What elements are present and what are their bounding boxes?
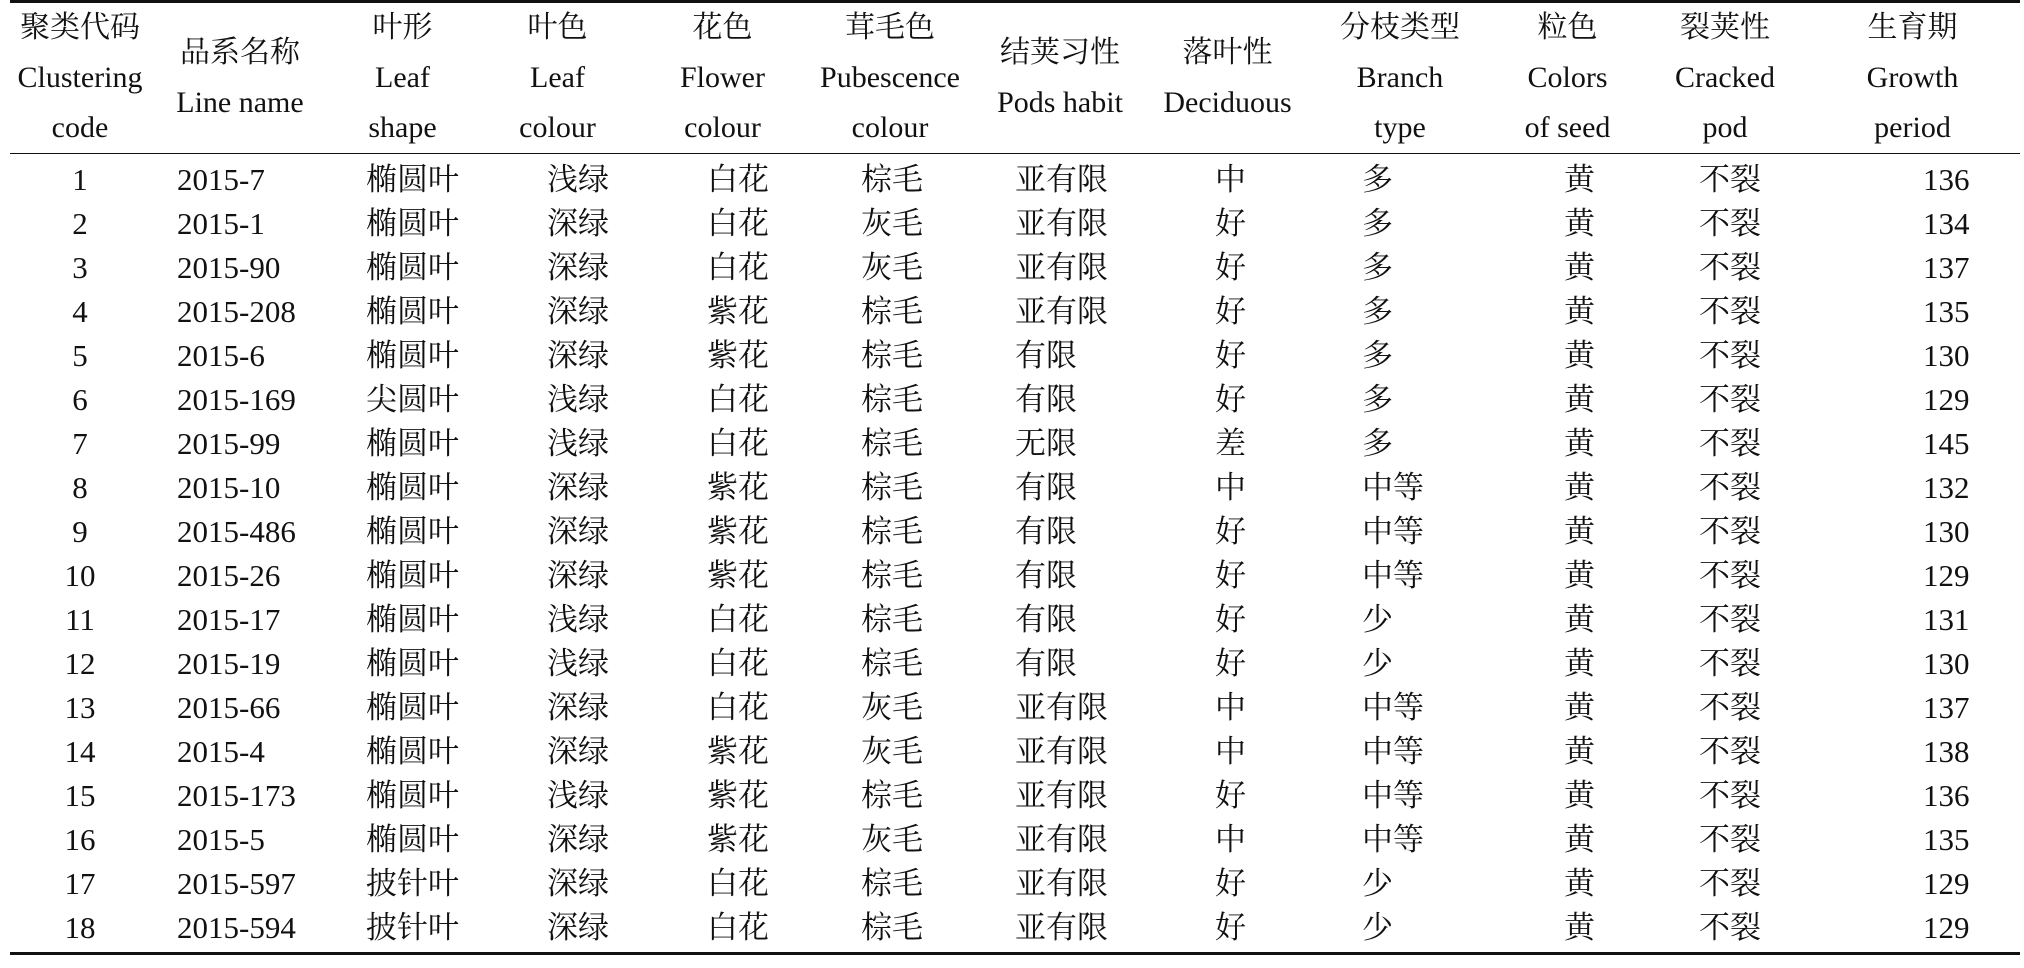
cell-leaf-colour: 浅绿 — [547, 646, 609, 682]
cell-clustering-code: 5 — [72, 338, 88, 373]
cell-flower-colour: 紫花 — [707, 778, 769, 814]
table-row — [10, 906, 2020, 954]
cell-line-name: 2015-486 — [177, 514, 296, 549]
header-pubescence-colour-en1: Pubescence — [820, 61, 960, 94]
cell-leaf-shape: 椭圆叶 — [366, 558, 459, 594]
cell-growth-period: 135 — [1923, 822, 1970, 857]
cell-deciduous: 好 — [1215, 778, 1246, 814]
cell-growth-period: 129 — [1923, 866, 1970, 901]
cell-clustering-code: 10 — [64, 558, 96, 593]
cell-leaf-colour: 深绿 — [547, 206, 609, 242]
cell-flower-colour: 紫花 — [707, 822, 769, 858]
header-branch-type-en2: type — [1374, 111, 1426, 144]
cell-leaf-shape: 披针叶 — [366, 866, 459, 902]
cell-deciduous: 好 — [1215, 382, 1246, 418]
header-leaf-shape-en2: shape — [368, 111, 437, 144]
cell-seed-colour: 黄 — [1564, 822, 1595, 858]
cell-pods-habit: 有限 — [1015, 338, 1077, 374]
header-deciduous-zh: 落叶性 — [1182, 35, 1273, 70]
header-growth-period — [1805, 2, 2020, 154]
cell-pods-habit: 亚有限 — [1015, 734, 1108, 770]
cell-leaf-colour: 浅绿 — [547, 426, 609, 462]
cell-pubescence-colour: 棕毛 — [805, 906, 975, 954]
cell-seed-colour: 黄 — [1564, 514, 1595, 550]
cell-pubescence-colour: 棕毛 — [861, 866, 923, 902]
cell-branch-type: 多 — [1362, 338, 1393, 374]
cell-clustering-code: 9 — [72, 514, 88, 549]
cell-line-name: 2015-6 — [177, 338, 265, 373]
cell-growth-period: 137 — [1923, 690, 1970, 725]
cell-growth-period: 132 — [1923, 470, 1970, 505]
cell-branch-type: 多 — [1362, 294, 1393, 330]
table-body — [10, 154, 2020, 954]
cell-pubescence-colour: 棕毛 — [861, 338, 923, 374]
cell-leaf-shape: 椭圆叶 — [366, 250, 459, 286]
cell-deciduous: 中 — [1215, 690, 1246, 726]
cell-leaf-shape: 披针叶 — [330, 906, 475, 954]
cell-seed-colour: 黄 — [1564, 206, 1595, 242]
cell-pods-habit: 有限 — [1015, 646, 1077, 682]
cell-leaf-colour: 浅绿 — [547, 382, 609, 418]
cell-seed-colour: 黄 — [1490, 906, 1645, 954]
table-row — [10, 554, 2020, 598]
cell-leaf-shape: 椭圆叶 — [366, 426, 459, 462]
cell-seed-colour: 黄 — [1564, 866, 1595, 902]
cell-deciduous: 中 — [1215, 470, 1246, 506]
cell-leaf-shape: 椭圆叶 — [366, 470, 459, 506]
cell-leaf-shape: 椭圆叶 — [366, 602, 459, 638]
cell-cracked-pod: 不裂 — [1699, 250, 1761, 286]
header-leaf-shape — [330, 2, 475, 154]
cell-deciduous: 好 — [1215, 558, 1246, 594]
cell-line-name: 2015-26 — [177, 558, 281, 593]
cell-pods-habit: 亚有限 — [1015, 690, 1108, 726]
header-seed-colour-en1: Colors — [1527, 61, 1608, 94]
cell-leaf-colour: 深绿 — [547, 294, 609, 330]
cell-branch-type: 中等 — [1362, 822, 1424, 858]
cell-growth-period: 129 — [1805, 906, 2020, 954]
cell-branch-type: 中等 — [1362, 558, 1424, 594]
cell-seed-colour: 黄 — [1564, 294, 1595, 330]
table-row — [10, 510, 2020, 554]
cell-line-name: 2015-17 — [177, 602, 281, 637]
header-line-name — [150, 2, 330, 154]
cell-seed-colour: 黄 — [1564, 162, 1595, 198]
cell-seed-colour: 黄 — [1564, 338, 1595, 374]
header-growth-period-en1: Growth — [1866, 61, 1959, 94]
cell-branch-type: 多 — [1362, 382, 1393, 418]
cell-flower-colour: 紫花 — [707, 338, 769, 374]
cell-pods-habit: 亚有限 — [1015, 294, 1108, 330]
cell-deciduous: 好 — [1215, 206, 1246, 242]
cell-flower-colour: 紫花 — [707, 558, 769, 594]
cell-clustering-code: 14 — [64, 734, 96, 769]
cell-flower-colour: 紫花 — [707, 470, 769, 506]
cell-cracked-pod: 不裂 — [1699, 382, 1761, 418]
cell-branch-type: 少 — [1310, 906, 1490, 954]
cell-pubescence-colour: 棕毛 — [861, 646, 923, 682]
cell-flower-colour: 白花 — [707, 866, 769, 902]
cell-line-name: 2015-597 — [177, 866, 296, 901]
cell-deciduous: 好 — [1215, 294, 1246, 330]
cell-deciduous: 好 — [1215, 866, 1246, 902]
table-row — [10, 422, 2020, 466]
cell-clustering-code: 15 — [64, 778, 96, 813]
table-row — [10, 642, 2020, 686]
cell-leaf-colour: 深绿 — [547, 514, 609, 550]
cell-cracked-pod: 不裂 — [1699, 646, 1761, 682]
cell-line-name: 2015-173 — [177, 778, 296, 813]
cell-branch-type: 中等 — [1362, 734, 1424, 770]
header-leaf-colour-zh: 叶色 — [527, 10, 588, 45]
header-pods-habit — [975, 2, 1145, 154]
cell-pods-habit: 亚有限 — [1015, 778, 1108, 814]
table-row — [10, 334, 2020, 378]
cell-flower-colour: 白花 — [707, 646, 769, 682]
cell-leaf-shape: 椭圆叶 — [366, 206, 459, 242]
header-pods-habit-en1: Pods habit — [997, 86, 1123, 119]
cell-leaf-colour: 深绿 — [547, 338, 609, 374]
cell-cracked-pod: 不裂 — [1699, 338, 1761, 374]
cell-growth-period: 137 — [1923, 250, 1970, 285]
cell-leaf-shape: 尖圆叶 — [366, 382, 459, 418]
cell-pods-habit: 有限 — [1015, 470, 1077, 506]
cell-clustering-code: 4 — [72, 294, 88, 329]
header-branch-type-zh: 分枝类型 — [1340, 10, 1460, 45]
header-leaf-colour-en1: Leaf — [530, 61, 585, 94]
cell-seed-colour: 黄 — [1564, 426, 1595, 462]
header-branch-type-en1: Branch — [1356, 61, 1444, 94]
cell-seed-colour: 黄 — [1564, 690, 1595, 726]
cell-clustering-code: 1 — [72, 162, 88, 197]
cell-growth-period: 134 — [1923, 206, 1970, 241]
cell-leaf-shape: 椭圆叶 — [366, 646, 459, 682]
header-flower-colour — [640, 2, 805, 154]
table-row — [10, 686, 2020, 730]
cell-pubescence-colour: 棕毛 — [861, 382, 923, 418]
cell-branch-type: 多 — [1362, 206, 1393, 242]
table-header — [10, 2, 2020, 154]
cell-cracked-pod: 不裂 — [1699, 162, 1761, 198]
table-row — [10, 818, 2020, 862]
cell-clustering-code: 2 — [72, 206, 88, 241]
table-row — [10, 290, 2020, 334]
cell-line-name: 2015-4 — [177, 734, 265, 769]
header-cracked-pod — [1645, 2, 1805, 154]
cell-cracked-pod: 不裂 — [1699, 470, 1761, 506]
header-leaf-colour-en2: colour — [519, 111, 596, 144]
cell-seed-colour: 黄 — [1564, 646, 1595, 682]
cell-cracked-pod: 不裂 — [1645, 906, 1805, 954]
cell-clustering-code: 18 — [10, 906, 150, 954]
cell-leaf-shape: 椭圆叶 — [366, 690, 459, 726]
trait-table — [10, 0, 2020, 955]
cell-line-name: 2015-169 — [177, 382, 296, 417]
cell-line-name: 2015-208 — [177, 294, 296, 329]
cell-leaf-colour: 深绿 — [475, 906, 640, 954]
cell-pods-habit: 亚有限 — [1015, 250, 1108, 286]
header-clustering-code-en2: code — [51, 111, 109, 144]
cell-deciduous: 中 — [1215, 822, 1246, 858]
cell-pods-habit: 亚有限 — [1015, 162, 1108, 198]
cell-line-name: 2015-1 — [177, 206, 265, 241]
cell-cracked-pod: 不裂 — [1699, 734, 1761, 770]
cell-pubescence-colour: 棕毛 — [861, 602, 923, 638]
cell-cracked-pod: 不裂 — [1699, 294, 1761, 330]
header-line-name-zh: 品系名称 — [180, 35, 300, 70]
cell-deciduous: 差 — [1215, 426, 1246, 462]
cell-pods-habit: 亚有限 — [1015, 822, 1108, 858]
cell-branch-type: 少 — [1362, 602, 1393, 638]
cell-clustering-code: 17 — [64, 866, 96, 901]
cell-branch-type: 中等 — [1362, 690, 1424, 726]
cell-growth-period: 136 — [1923, 778, 1970, 813]
cell-cracked-pod: 不裂 — [1699, 822, 1761, 858]
cell-pubescence-colour: 灰毛 — [861, 734, 923, 770]
cell-cracked-pod: 不裂 — [1699, 778, 1761, 814]
cell-deciduous: 好 — [1215, 514, 1246, 550]
table-row — [10, 378, 2020, 422]
cell-pods-habit: 无限 — [1015, 426, 1077, 462]
cell-branch-type: 中等 — [1362, 470, 1424, 506]
cell-line-name: 2015-90 — [177, 250, 281, 285]
cell-pubescence-colour: 棕毛 — [861, 470, 923, 506]
cell-deciduous: 好 — [1145, 906, 1310, 954]
cell-branch-type: 多 — [1362, 250, 1393, 286]
cell-seed-colour: 黄 — [1564, 602, 1595, 638]
cell-leaf-colour: 浅绿 — [547, 778, 609, 814]
header-clustering-code-en1: Clustering — [17, 61, 143, 94]
header-cracked-pod-en1: Cracked — [1675, 61, 1775, 94]
header-flower-colour-en1: Flower — [680, 61, 765, 94]
table-row — [10, 774, 2020, 818]
cell-cracked-pod: 不裂 — [1699, 206, 1761, 242]
cell-deciduous: 好 — [1215, 250, 1246, 286]
cell-growth-period: 129 — [1923, 558, 1970, 593]
cell-pubescence-colour: 棕毛 — [861, 294, 923, 330]
cell-pods-habit: 亚有限 — [1015, 206, 1108, 242]
cell-leaf-shape: 椭圆叶 — [366, 734, 459, 770]
cell-line-name: 2015-19 — [177, 646, 281, 681]
cell-pubescence-colour: 棕毛 — [861, 162, 923, 198]
cell-leaf-colour: 深绿 — [547, 250, 609, 286]
cell-pubescence-colour: 灰毛 — [861, 690, 923, 726]
cell-seed-colour: 黄 — [1564, 382, 1595, 418]
header-deciduous-en1: Deciduous — [1163, 86, 1292, 119]
cell-pubescence-colour: 棕毛 — [861, 558, 923, 594]
cell-pubescence-colour: 灰毛 — [861, 206, 923, 242]
cell-flower-colour: 白花 — [707, 250, 769, 286]
header-line-name-en1: Line name — [176, 86, 304, 119]
header-leaf-colour — [475, 2, 640, 154]
cell-flower-colour: 白花 — [707, 426, 769, 462]
cell-branch-type: 少 — [1362, 866, 1393, 902]
cell-growth-period: 138 — [1923, 734, 1970, 769]
cell-growth-period: 131 — [1923, 602, 1970, 637]
cell-clustering-code: 7 — [72, 426, 88, 461]
cell-branch-type: 多 — [1362, 426, 1393, 462]
cell-clustering-code: 12 — [64, 646, 96, 681]
header-growth-period-en2: period — [1874, 111, 1951, 144]
cell-leaf-shape: 椭圆叶 — [366, 162, 459, 198]
cell-deciduous: 好 — [1215, 338, 1246, 374]
header-leaf-shape-zh: 叶形 — [372, 10, 433, 45]
cell-cracked-pod: 不裂 — [1699, 426, 1761, 462]
cell-flower-colour: 白花 — [707, 690, 769, 726]
cell-flower-colour: 紫花 — [707, 734, 769, 770]
cell-line-name: 2015-594 — [150, 906, 330, 954]
cell-branch-type: 中等 — [1362, 514, 1424, 550]
cell-pods-habit: 有限 — [1015, 514, 1077, 550]
cell-flower-colour: 白花 — [707, 206, 769, 242]
header-branch-type — [1310, 2, 1490, 154]
table-row — [10, 730, 2020, 774]
cell-seed-colour: 黄 — [1564, 250, 1595, 286]
cell-seed-colour: 黄 — [1564, 778, 1595, 814]
cell-leaf-shape: 椭圆叶 — [366, 778, 459, 814]
header-pubescence-colour-en2: colour — [851, 111, 929, 144]
cell-pubescence-colour: 灰毛 — [861, 250, 923, 286]
cell-seed-colour: 黄 — [1564, 734, 1595, 770]
cell-pubescence-colour: 灰毛 — [861, 822, 923, 858]
header-row — [10, 2, 2020, 154]
header-pods-habit-zh: 结荚习性 — [1000, 35, 1120, 70]
cell-line-name: 2015-10 — [177, 470, 281, 505]
cell-clustering-code: 11 — [65, 602, 95, 637]
header-seed-colour — [1490, 2, 1645, 154]
cell-deciduous: 好 — [1215, 602, 1246, 638]
cell-growth-period: 145 — [1923, 426, 1970, 461]
cell-flower-colour: 白花 — [707, 382, 769, 418]
cell-cracked-pod: 不裂 — [1699, 866, 1761, 902]
cell-leaf-colour: 深绿 — [547, 690, 609, 726]
cell-growth-period: 129 — [1923, 382, 1970, 417]
cell-leaf-colour: 深绿 — [547, 822, 609, 858]
cell-line-name: 2015-7 — [177, 162, 265, 197]
cell-clustering-code: 3 — [72, 250, 88, 285]
cell-flower-colour: 紫花 — [707, 294, 769, 330]
header-cracked-pod-zh: 裂荚性 — [1680, 10, 1770, 45]
cell-line-name: 2015-66 — [177, 690, 281, 725]
cell-cracked-pod: 不裂 — [1699, 558, 1761, 594]
header-clustering-code — [10, 2, 150, 154]
header-pubescence-colour — [805, 2, 975, 154]
cell-cracked-pod: 不裂 — [1699, 690, 1761, 726]
header-cracked-pod-en2: pod — [1702, 111, 1748, 144]
cell-leaf-colour: 深绿 — [547, 470, 609, 506]
cell-leaf-colour: 深绿 — [547, 734, 609, 770]
cell-flower-colour: 白花 — [707, 602, 769, 638]
cell-growth-period: 136 — [1923, 162, 1970, 197]
cell-deciduous: 好 — [1215, 646, 1246, 682]
cell-clustering-code: 6 — [72, 382, 88, 417]
table-row — [10, 202, 2020, 246]
header-seed-colour-en2: of seed — [1524, 111, 1611, 144]
cell-branch-type: 少 — [1362, 646, 1393, 682]
cell-leaf-colour: 浅绿 — [547, 162, 609, 198]
cell-growth-period: 130 — [1923, 646, 1970, 681]
cell-deciduous: 中 — [1215, 162, 1246, 198]
cell-growth-period: 135 — [1923, 294, 1970, 329]
cell-pods-habit: 有限 — [1015, 382, 1077, 418]
cell-clustering-code: 8 — [72, 470, 88, 505]
header-flower-colour-zh: 花色 — [692, 10, 753, 45]
cell-growth-period: 130 — [1923, 338, 1970, 373]
cell-deciduous: 中 — [1215, 734, 1246, 770]
table-row — [10, 466, 2020, 510]
cell-flower-colour: 紫花 — [707, 514, 769, 550]
cell-cracked-pod: 不裂 — [1699, 602, 1761, 638]
cell-seed-colour: 黄 — [1564, 470, 1595, 506]
cell-branch-type: 多 — [1362, 162, 1393, 198]
cell-clustering-code: 16 — [64, 822, 96, 857]
cell-leaf-shape: 椭圆叶 — [366, 294, 459, 330]
table-row — [10, 246, 2020, 290]
cell-pubescence-colour: 棕毛 — [861, 426, 923, 462]
cell-leaf-colour: 浅绿 — [547, 602, 609, 638]
cell-clustering-code: 13 — [64, 690, 96, 725]
header-deciduous — [1145, 2, 1310, 154]
cell-cracked-pod: 不裂 — [1699, 514, 1761, 550]
cell-leaf-colour: 深绿 — [547, 558, 609, 594]
cell-pods-habit: 亚有限 — [975, 906, 1145, 954]
cell-pubescence-colour: 棕毛 — [861, 778, 923, 814]
header-clustering-code-zh: 聚类代码 — [20, 10, 140, 45]
cell-growth-period: 130 — [1923, 514, 1970, 549]
cell-line-name: 2015-5 — [177, 822, 265, 857]
header-growth-period-zh: 生育期 — [1867, 10, 1958, 45]
cell-pods-habit: 有限 — [1015, 602, 1077, 638]
cell-pods-habit: 有限 — [1015, 558, 1077, 594]
cell-leaf-shape: 椭圆叶 — [366, 338, 459, 374]
cell-pubescence-colour: 棕毛 — [861, 514, 923, 550]
header-flower-colour-en2: colour — [684, 111, 761, 144]
cell-seed-colour: 黄 — [1564, 558, 1595, 594]
cell-leaf-shape: 椭圆叶 — [366, 514, 459, 550]
cell-branch-type: 中等 — [1362, 778, 1424, 814]
table-row — [10, 862, 2020, 906]
cell-pods-habit: 亚有限 — [1015, 866, 1108, 902]
cell-line-name: 2015-99 — [177, 426, 281, 461]
header-leaf-shape-en1: Leaf — [375, 61, 430, 94]
header-pubescence-colour-zh: 茸毛色 — [845, 10, 935, 45]
table-row — [10, 154, 2020, 203]
table-row — [10, 598, 2020, 642]
trait-table-container — [10, 0, 2020, 955]
cell-flower-colour: 白花 — [640, 906, 805, 954]
cell-leaf-colour: 深绿 — [547, 866, 609, 902]
cell-leaf-shape: 椭圆叶 — [366, 822, 459, 858]
header-seed-colour-zh: 粒色 — [1537, 10, 1598, 45]
cell-flower-colour: 白花 — [707, 162, 769, 198]
